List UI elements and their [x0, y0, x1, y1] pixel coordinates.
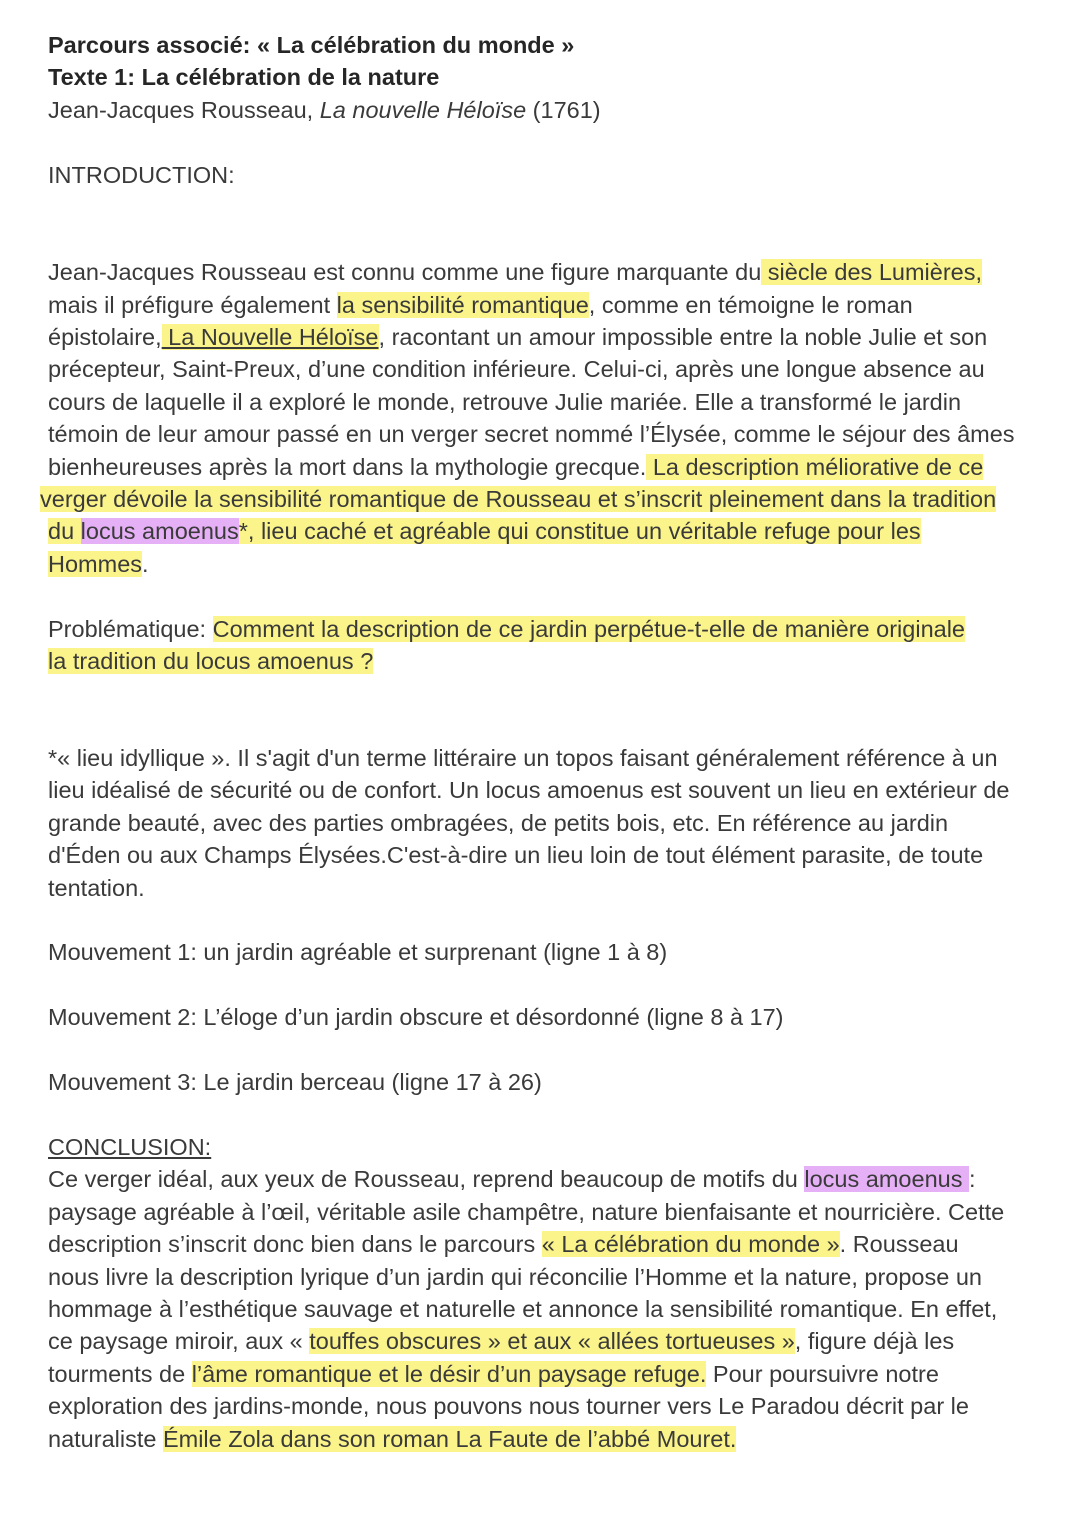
intro-line: Hommes. [48, 551, 149, 577]
highlight-purple: locus amoenus [804, 1166, 969, 1192]
footnote-line: grande beauté, avec des parties ombragées, de petits bois, etc. En référence au jardin [48, 810, 949, 836]
highlight-purple: locus amoenus [80, 518, 239, 544]
intro-line: mais il préfigure également la sensibilité romantique, comme en témoigne le roman [48, 292, 913, 318]
intro-line [48, 515, 921, 547]
highlight-yellow: *, lieu caché et agréable qui constitue un véritable refuge pour les [238, 518, 921, 544]
parcours-title: Parcours associé: « La célébration du monde » [48, 32, 575, 58]
footnote-line: lieu idéalisé de sécurité ou de confort. Un locus amoenus est souvent un lieu en extérieur de [48, 777, 1010, 803]
introduction-heading: INTRODUCTION: [48, 162, 235, 188]
highlight-yellow: verger dévoile la sensibilité romantique de Rousseau et s’inscrit pleinement dans la tradition [40, 486, 997, 512]
intro-line [40, 483, 996, 515]
highlight-yellow: Émile Zola dans son roman La Faute de l’abbé Mouret. [162, 1426, 737, 1452]
conclusion-line: Ce verger idéal, aux yeux de Rousseau, reprend beaucoup de motifs du locus amoenus : [48, 1166, 976, 1192]
text-title: Texte 1: La célébration de la nature [48, 64, 440, 90]
conclusion-line: tourments de l’âme romantique et le désir d’un paysage refuge. Pour poursuivre notre [48, 1361, 939, 1387]
intro-line: épistolaire, La Nouvelle Héloïse, racontant un amour impossible entre la noble Julie et son [48, 324, 988, 350]
problematique-line [48, 613, 965, 645]
work-title: La nouvelle Héloïse [319, 97, 527, 123]
conclusion-line: hommage à l’esthétique sauvage et naturelle et annonce la sensibilité romantique. En effet, [48, 1296, 998, 1322]
problematique-label: Problématique: [48, 616, 213, 642]
highlight-yellow: « La célébration du monde » [541, 1231, 840, 1257]
conclusion-line: naturaliste Émile Zola dans son roman La Faute de l’abbé Mouret. [48, 1426, 737, 1452]
publication-year: (1761) [526, 97, 601, 123]
conclusion-line: paysage agréable à l’œil, véritable asile champêtre, nature bienfaisante et nourricière. Cette [48, 1199, 1005, 1225]
conclusion-heading: CONCLUSION: [48, 1134, 212, 1160]
footnote-line: *« lieu idyllique ». Il s'agit d'un terme littéraire un topos faisant généralement référence à un [48, 745, 998, 771]
movement-1: Mouvement 1: un jardin agréable et surprenant (ligne 1 à 8) [48, 939, 668, 965]
highlight-yellow: la sensibilité romantique [336, 292, 589, 318]
highlight-yellow: la tradition du locus amoenus ? [48, 648, 374, 674]
conclusion-line: exploration des jardins-monde, nous pouvons nous tourner vers Le Paradou décrit par le [48, 1393, 969, 1419]
intro-line: témoin de leur amour passé en un verger secret nommé l’Élysée, comme le séjour des âmes [48, 421, 1015, 447]
highlight-yellow: du [48, 518, 81, 544]
movement-2: Mouvement 2: L’éloge d’un jardin obscure et désordonné (ligne 8 à 17) [48, 1004, 784, 1030]
conclusion-line: ce paysage miroir, aux « touffes obscures » et aux « allées tortueuses », figure déjà les [48, 1328, 955, 1354]
intro-line: précepteur, Saint-Preux, d’une condition inférieure. Celui-ci, après une longue absence au [48, 356, 985, 382]
footnote-line: tentation. [48, 875, 145, 901]
highlight-yellow: touffes obscures » et aux « allées tortueuses » [309, 1328, 795, 1354]
author-line [48, 94, 601, 126]
highlight-yellow: Hommes [48, 551, 143, 577]
highlight-yellow: La Nouvelle Héloïse [161, 324, 379, 350]
highlight-yellow: Comment la description de ce jardin perpétue-t-elle de manière originale [212, 616, 965, 642]
movement-3: Mouvement 3: Le jardin berceau (ligne 17 à 26) [48, 1069, 542, 1095]
intro-line: Jean-Jacques Rousseau est connu comme une figure marquante du siècle des Lumières, [48, 259, 983, 285]
problematique-line [48, 645, 373, 677]
intro-line: cours de laquelle il a exploré le monde, retrouve Julie mariée. Elle a transformé le jardin [48, 389, 962, 415]
footnote-line: d'Éden ou aux Champs Élysées.C'est-à-dire un lieu loin de tout élément parasite, de toute [48, 842, 984, 868]
highlight-yellow: l’âme romantique et le désir d’un paysage refuge. [191, 1361, 707, 1387]
highlight-yellow: La description méliorative de ce [646, 454, 984, 480]
conclusion-line: description s’inscrit donc bien dans le parcours « La célébration du monde ». Rousseau [48, 1231, 959, 1257]
intro-line: bienheureuses après la mort dans la mythologie grecque. La description méliorative de ce [48, 454, 984, 480]
conclusion-line: nous livre la description lyrique d’un jardin qui réconcilie l’Homme et la nature, propose un [48, 1264, 982, 1290]
author-name: Jean-Jacques Rousseau, [48, 97, 320, 123]
highlight-yellow: siècle des Lumières, [761, 259, 983, 285]
